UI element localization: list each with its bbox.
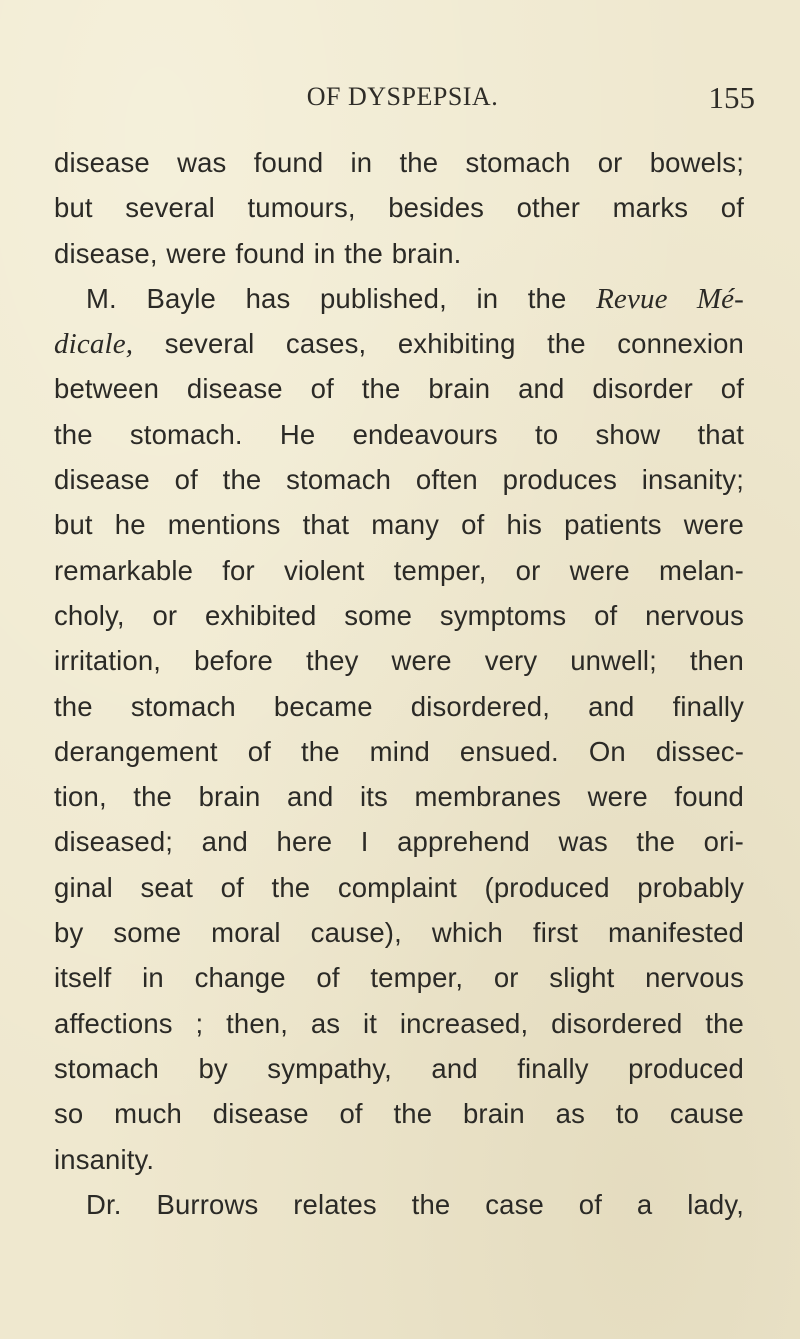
text-line: disease of the stomach often produces insanity; bbox=[54, 464, 744, 496]
text-line: itself in change of temper, or slight nervous bbox=[54, 962, 744, 994]
page-number: 155 bbox=[708, 80, 755, 115]
text-line: but several tumours, besides other marks of bbox=[54, 192, 744, 224]
text-line: affections ; then, as it increased, disordered the bbox=[54, 1007, 744, 1039]
text-line: remarkable for violent temper, or were melan- bbox=[54, 554, 744, 586]
body-text bbox=[54, 140, 744, 1227]
text-line: the stomach became disordered, and finally bbox=[54, 690, 744, 722]
text-line: so much disease of the brain as to cause bbox=[54, 1098, 744, 1130]
text-line: but he mentions that many of his patients were bbox=[54, 509, 744, 541]
text-line: Dr. Burrows relates the case of a lady, bbox=[86, 1188, 744, 1220]
text-line bbox=[54, 276, 744, 321]
text-line: stomach by sympathy, and finally produced bbox=[54, 1052, 744, 1084]
text-line: between disease of the brain and disorder of bbox=[54, 373, 744, 405]
text-line: disease, were found in the brain. bbox=[54, 237, 462, 269]
text-line: by some moral cause), which first manifested bbox=[54, 917, 744, 949]
journal-title: Revue Mé- bbox=[596, 282, 744, 315]
text-fragment: several cases, exhibiting the connexion bbox=[133, 328, 744, 360]
text-fragment: M. Bayle has published, in the bbox=[86, 282, 597, 314]
journal-title-continued: dicale, bbox=[54, 328, 134, 361]
text-line: insanity. bbox=[54, 1143, 155, 1175]
text-line bbox=[54, 321, 744, 366]
running-title: OF DYSPEPSIA. bbox=[306, 82, 499, 111]
text-line: tion, the brain and its membranes were found bbox=[54, 781, 744, 813]
text-line: diseased; and here I apprehend was the ori- bbox=[54, 826, 744, 858]
text-line: disease was found in the stomach or bowels; bbox=[54, 147, 744, 178]
text-line: the stomach. He endeavours to show that bbox=[54, 418, 744, 450]
text-line: derangement of the mind ensued. On dissec- bbox=[54, 735, 744, 767]
running-head bbox=[50, 82, 755, 122]
text-line: irritation, before they were very unwell; then bbox=[54, 645, 744, 677]
text-line: choly, or exhibited some symptoms of nervous bbox=[54, 599, 744, 631]
text-line: ginal seat of the complaint (produced probably bbox=[54, 871, 744, 903]
